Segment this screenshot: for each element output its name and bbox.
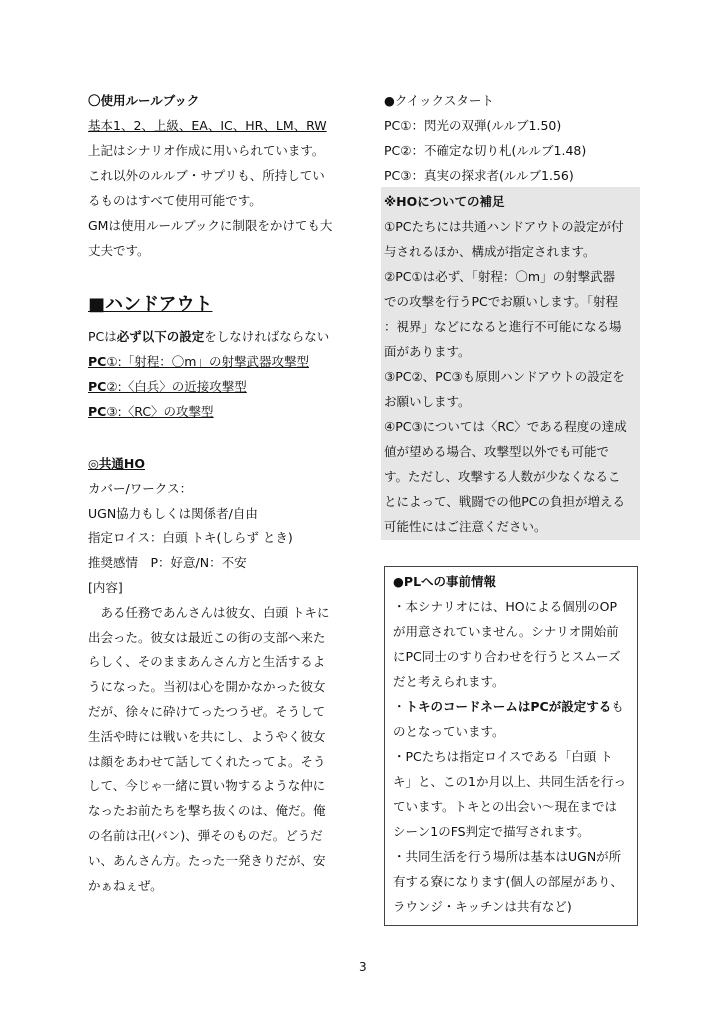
text-line: これ以外のルルブ・サプリも、所持してい (88, 168, 325, 183)
text-line: ・本シナリオには、HOによる個別のOP (393, 599, 617, 614)
text-line: 値が望める場合、攻撃型以外でも可能で (384, 444, 610, 459)
common-ho-section (88, 452, 329, 898)
ho-note-box (381, 187, 640, 540)
text-line: 出会った。彼女は最近この街の支部へ来た (88, 629, 326, 645)
text-segment: トキのコードネームはPCが設定する (405, 699, 612, 714)
text-line: ラウンジ・キッチンは共有など) (393, 899, 572, 914)
text-line (88, 113, 332, 138)
text-segment: ・ (393, 699, 406, 714)
text-line: なったお前たちを撃ち抜くのは、俺だ。俺 (88, 803, 326, 819)
text-line (393, 569, 637, 594)
text-line: キ」と、この1か月以上、共同生活を行っ (393, 774, 626, 789)
text-line: ：視界」などになると進行不可能になる場 (384, 319, 622, 334)
text-line: PC②：不確定な切り札(ルルブ1.48) (384, 143, 587, 158)
text-segment: PC (88, 379, 107, 394)
text-line (88, 88, 332, 113)
text-line: うになった。当初は心を開かなかった彼女 (88, 679, 326, 695)
text-line: らしく、そのままあんさん方と生活するよ (88, 654, 326, 670)
text-segment: ③:〈RC〉の攻撃型 (106, 404, 214, 419)
text-line: のとなっています。 (393, 724, 505, 739)
quickstart-section (384, 88, 586, 188)
text-line: にPC同士のすり合わせを行うとスムーズ (393, 649, 621, 664)
text-line: ④PC③については〈RC〉である程度の達成 (384, 419, 627, 434)
text-segment: 〇使用ルールブック (88, 93, 200, 108)
text-line (88, 324, 329, 349)
rulebook-section (88, 88, 332, 263)
text-line: るものはすべて使用可能です。 (88, 193, 262, 208)
text-line: 上記はシナリオ作成に用いられています。 (88, 143, 325, 158)
text-line: [内容] (88, 579, 123, 595)
pl-info-box (384, 566, 638, 926)
text-line: ・共同生活を行う場所は基本はUGNが所 (393, 849, 622, 864)
text-line: 丈夫です。 (88, 243, 150, 258)
text-line: お願いします。 (384, 394, 471, 409)
text-line: ・PCたちは指定ロイスである「白頭 ト (393, 749, 613, 764)
text-segment: ②:〈白兵〉の近接攻撃型 (106, 379, 247, 394)
text-segment: PCは (88, 329, 117, 344)
text-segment: PC (88, 354, 107, 369)
text-line (384, 189, 640, 214)
text-segment: も (611, 699, 624, 714)
text-segment: をしなければならない (204, 329, 330, 344)
text-line: だが、徐々に砕けてったつうぜ。そうして (88, 703, 326, 719)
text-line: 可能性にはご注意ください。 (384, 519, 547, 534)
text-line: は顔をあわせて話してくれたってよ。そう (88, 753, 326, 769)
text-line: ②PC①は必ず、「射程：〇m」の射撃武器 (384, 269, 616, 284)
text-segment: ※HOについての補足 (384, 194, 505, 209)
text-line: ①PCたちには共通ハンドアウトの設定が付 (384, 219, 624, 234)
text-line (88, 374, 329, 399)
text-line: の名前は卍(バン)、弾そのものだ。どうだ (88, 827, 323, 843)
text-line: での攻撃を行うPCでお願いします。「射程 (384, 294, 619, 309)
text-line: 面があります。 (384, 344, 471, 359)
text-line: ●クイックスタート (384, 93, 494, 108)
handout-section (88, 324, 329, 424)
text-segment: ◎共通HO (88, 456, 145, 471)
text-line: ある任務であんさんは彼女、白頭 トキに (88, 604, 330, 620)
text-line: とによって、戦闘での他PCの負担が増える (384, 494, 626, 509)
text-line: 与されるほか、構成が指定されます。 (384, 244, 596, 259)
text-segment: 基本1、2、上級、EA、IC、HR、LM、RW (88, 118, 327, 133)
text-line: 生活や時には戦いを共にし、ようやく彼女 (88, 728, 326, 744)
text-line: 推奨感情 P：好意/N：不安 (88, 555, 247, 571)
text-line: カバー/ワークス： (88, 480, 193, 496)
text-line: PC①：閃光の双弾(ルルブ1.50) (384, 118, 562, 133)
text-line: す。ただし、攻撃する人数が少なくなるこ (384, 469, 621, 484)
text-line: だと考えられます。 (393, 674, 505, 689)
page-number: 3 (359, 960, 367, 974)
text-line: 有する寮になります(個人の部屋があり、 (393, 874, 623, 889)
text-line: 指定ロイス：白頭 トキ(しらず とき) (88, 530, 293, 546)
text-line: が用意されていません。シナリオ開始前 (393, 624, 619, 639)
text-line: ています。トキとの出会い～現在までは (393, 799, 618, 814)
text-line (393, 694, 637, 719)
text-line: GMは使用ルールブックに制限をかけても大 (88, 218, 333, 233)
text-line: い、あんさん方。たった一発きりだが、安 (88, 852, 326, 868)
text-segment: PC (88, 404, 107, 419)
text-line: シーン1のFS判定で描写されます。 (393, 824, 590, 839)
text-line (88, 399, 329, 424)
text-line (88, 452, 329, 477)
text-line: して、今じゃ一緒に買い物するような仲に (88, 778, 326, 794)
handout-heading: ■ハンドアウト (88, 294, 213, 315)
text-segment: 必ず以下の設定 (116, 329, 205, 344)
text-segment: ①:「射程：〇m」の射撃武器攻撃型 (106, 354, 309, 369)
text-line (88, 349, 329, 374)
text-line: UGN協力もしくは関係者/自由 (88, 505, 258, 521)
text-line: かぁねぇぜ。 (88, 877, 163, 893)
text-line: ③PC②、PC③も原則ハンドアウトの設定を (384, 369, 625, 384)
text-line: PC③：真実の探求者(ルルブ1.56) (384, 168, 574, 183)
text-segment: ●PLへの事前情報 (393, 574, 497, 589)
